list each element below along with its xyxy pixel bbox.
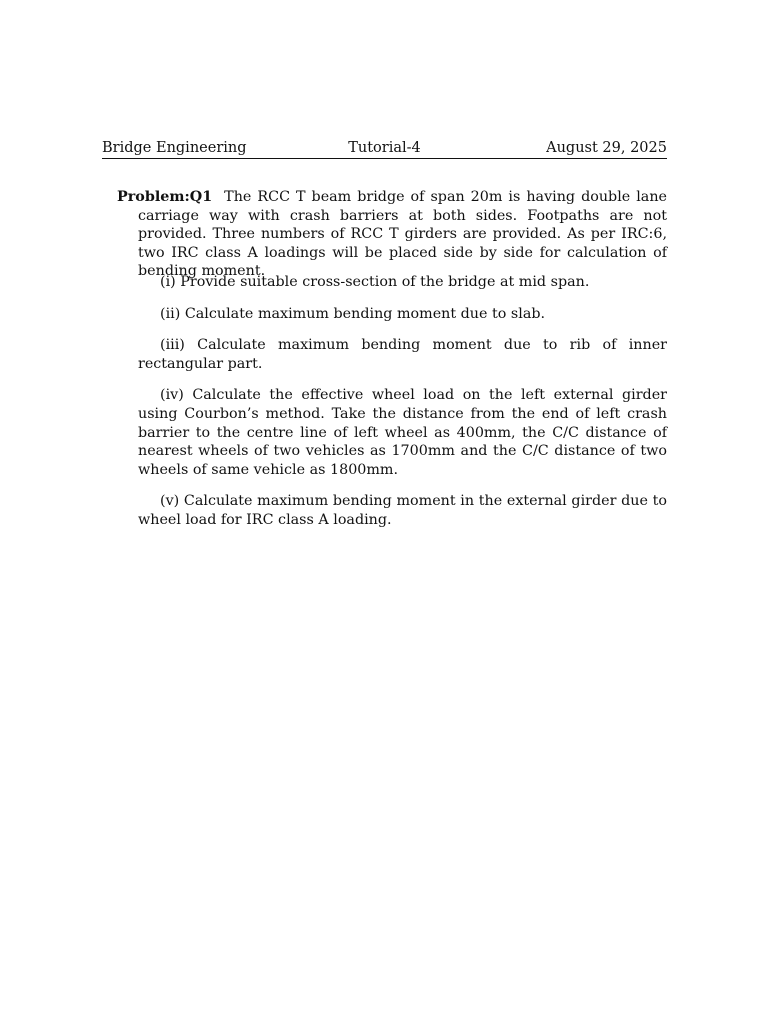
header-course-title: Bridge Engineering (102, 140, 247, 156)
problem-label: Problem:Q1 (117, 189, 213, 205)
header-date: August 29, 2025 (546, 140, 667, 156)
problem-statement (117, 188, 667, 281)
problem-text: The RCC T beam bridge of span 20m is having double lane carriage way with crash barriers at both sides. Footpaths are not provided. Three numbers of RCC T girders are provided. As per IRC:6, two IRC class A loadings will be placed side by side for calculation of bending moment. (138, 189, 667, 280)
page-header (102, 138, 667, 158)
header-rule (102, 158, 667, 159)
subquestion-i: (i) Provide suitable cross-section of the bridge at mid span. (160, 274, 590, 290)
header-tutorial-number: Tutorial-4 (348, 140, 421, 156)
problem-subquestions (138, 273, 667, 543)
subquestion-ii: (ii) Calculate maximum bending moment due to slab. (160, 305, 546, 322)
subquestion-iv: (iv) Calculate the effective wheel load on the left external girder using Courbon’s method. Take the distance from the end of left crash barrier to the centre line of left wheel as 400mm, the C/C distance of nearest wheels of two vehicles as 1700mm and the C/C distance of two wheels of same vehicle as 1800mm. (138, 387, 667, 478)
subquestion-iii: (iii) Calculate maximum bending moment due to rib of inner rectangular part. (138, 337, 667, 372)
subquestion-v: (v) Calculate maximum bending moment in the external girder due to wheel load for IRC class A loading. (138, 493, 667, 528)
